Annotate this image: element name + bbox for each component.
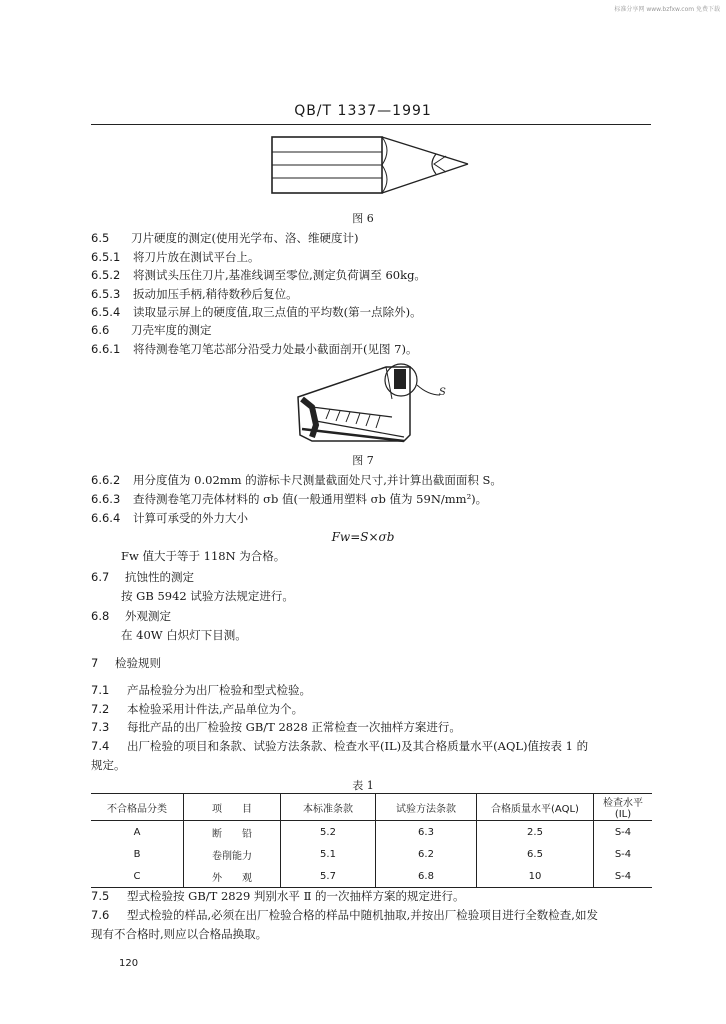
clause-number: 6.6.4 — [91, 511, 121, 525]
clause-number: 7 — [91, 656, 99, 670]
clause-number: 7.2 — [91, 702, 110, 716]
clause-number: 6.8 — [91, 609, 110, 623]
clause-number: 6.5.2 — [91, 268, 121, 282]
clause-text: 读取显示屏上的硬度值,取三点值的平均数(第一点除外)。 — [133, 305, 422, 319]
clause-7-6-cont: 现有不合格时,则应以合格品换取。 — [91, 927, 268, 941]
figure-6-caption: 图 6 — [352, 212, 374, 225]
clause-6-6-2 — [91, 473, 502, 487]
cell-category: C — [91, 865, 184, 888]
clause-number: 7.3 — [91, 720, 110, 734]
clause-number: 7.6 — [91, 908, 110, 922]
section-7-heading — [91, 656, 161, 670]
header-aql: 合格质量水平(AQL) — [477, 794, 594, 821]
clause-7-4 — [91, 739, 588, 753]
cell-standard-clause: 5.2 — [281, 821, 376, 844]
clause-number: 6.7 — [91, 570, 110, 584]
cell-il: S-4 — [594, 821, 653, 844]
table-row — [91, 865, 652, 888]
cell-standard-clause: 5.1 — [281, 843, 376, 865]
clause-6-7-body: 按 GB 5942 试验方法规定进行。 — [121, 589, 294, 603]
cell-item: 外 观 — [184, 865, 281, 888]
clause-6-5-4 — [91, 305, 422, 319]
table-row — [91, 821, 652, 844]
clause-7-2 — [91, 702, 303, 716]
clause-text: 出厂检验的项目和条款、试验方法条款、检查水平(IL)及其合格质量水平(AQL)值按表 1 的 — [127, 739, 589, 753]
clause-7-3 — [91, 720, 461, 734]
clause-number: 6.6.3 — [91, 492, 121, 506]
clause-6-5-3 — [91, 287, 298, 301]
clause-text: 计算可承受的外力大小 — [133, 511, 248, 525]
clause-number: 6.6.1 — [91, 342, 121, 356]
inspection-table — [91, 793, 652, 888]
table-header-row — [91, 794, 652, 821]
clause-text: 将测试头压住刀片,基准线调至零位,测定负荷调至 60kg。 — [133, 268, 426, 282]
clause-6-5-2 — [91, 268, 426, 282]
clause-6-7 — [91, 570, 194, 584]
cell-aql: 6.5 — [477, 843, 594, 865]
cell-test-clause: 6.2 — [376, 843, 477, 865]
header-test-clause: 试验方法条款 — [376, 794, 477, 821]
clause-text: 本检验采用计件法,产品单位为个。 — [127, 702, 304, 716]
clause-6-6-3 — [91, 492, 487, 506]
clause-7-5 — [91, 889, 465, 903]
cell-standard-clause: 5.7 — [281, 865, 376, 888]
clause-6-5-1 — [91, 250, 260, 264]
table-row — [91, 843, 652, 865]
clause-text: 刀片硬度的测定(使用光学布、洛、维硬度计) — [131, 231, 359, 245]
clause-number: 6.5.4 — [91, 305, 121, 319]
header-il: 检查水平(IL) — [594, 794, 653, 821]
clause-6-6-1 — [91, 342, 417, 356]
cell-test-clause: 6.3 — [376, 821, 477, 844]
figure-7-caption: 图 7 — [352, 454, 374, 467]
table-1-title: 表 1 — [352, 779, 374, 792]
clause-text: 抗蚀性的测定 — [125, 570, 194, 584]
figure-6-pencil-diagram — [0, 0, 726, 200]
clause-number: 6.5.3 — [91, 287, 121, 301]
clause-number: 6.6 — [91, 323, 110, 337]
clause-text: 型式检验的样品,必须在出厂检验合格的样品中随机抽取,并按出厂检验项目进行全数检查,如发 — [127, 908, 598, 922]
header-category: 不合格品分类 — [91, 794, 184, 821]
clause-number: 7.1 — [91, 683, 110, 697]
clause-7-4-cont: 规定。 — [91, 758, 126, 772]
clause-6-5 — [91, 231, 358, 245]
clause-number: 7.4 — [91, 739, 110, 753]
clause-7-6 — [91, 908, 598, 922]
clause-text: 扳动加压手柄,稍待数秒后复位。 — [133, 287, 298, 301]
clause-text: 查待测卷笔刀壳体材料的 σb 值(一般通用塑料 σb 值为 59N/mm²)。 — [133, 492, 488, 506]
page-number: 120 — [119, 958, 139, 969]
clause-6-6-4 — [91, 511, 248, 525]
header-item: 项 目 — [184, 794, 281, 821]
cell-test-clause: 6.8 — [376, 865, 477, 888]
header-standard-clause: 本标准条款 — [281, 794, 376, 821]
strength-formula: Fw=S×σb — [331, 530, 395, 544]
standard-code-header: QB/T 1337—1991 — [294, 103, 432, 119]
cell-aql: 10 — [477, 865, 594, 888]
clause-number: 7.5 — [91, 889, 110, 903]
clause-6-8 — [91, 609, 171, 623]
clause-number: 6.6.2 — [91, 473, 121, 487]
cell-item: 卷削能力 — [184, 843, 281, 865]
clause-text: 型式检验按 GB/T 2829 判别水平 Ⅱ 的一次抽样方案的规定进行。 — [127, 889, 465, 903]
clause-6-6 — [91, 323, 212, 337]
figure-7-section-label: S — [439, 387, 446, 398]
clause-text: 用分度值为 0.02mm 的游标卡尺测量截面处尺寸,并计算出截面面积 S。 — [133, 473, 502, 487]
clause-text: 检验规则 — [115, 656, 161, 670]
clause-text: 将刀片放在测试平台上。 — [133, 250, 260, 264]
clause-6-8-body: 在 40W 白炽灯下目测。 — [121, 628, 247, 642]
cell-aql: 2.5 — [477, 821, 594, 844]
clause-6-6-4-criterion: Fw 值大于等于 118N 为合格。 — [121, 549, 286, 563]
cell-category: A — [133, 826, 141, 838]
clause-7-1 — [91, 683, 311, 697]
clause-text: 产品检验分为出厂检验和型式检验。 — [127, 683, 311, 697]
watermark-text: 标准分享网 www.bzfxw.com 免费下载 — [614, 6, 720, 13]
clause-text: 每批产品的出厂检验按 GB/T 2828 正常检查一次抽样方案进行。 — [127, 720, 461, 734]
cell-item: 断 铅 — [184, 821, 281, 844]
clause-number: 6.5.1 — [91, 250, 121, 264]
clause-text: 将待测卷笔刀笔芯部分沿受力处最小截面剖开(见图 7)。 — [133, 342, 418, 356]
clause-text: 外观测定 — [125, 609, 171, 623]
cell-category: B — [133, 848, 141, 860]
clause-number: 6.5 — [91, 231, 110, 245]
cell-il: S-4 — [594, 843, 653, 865]
clause-text: 刀壳牢度的测定 — [131, 323, 212, 337]
cell-il: S-4 — [594, 865, 653, 888]
